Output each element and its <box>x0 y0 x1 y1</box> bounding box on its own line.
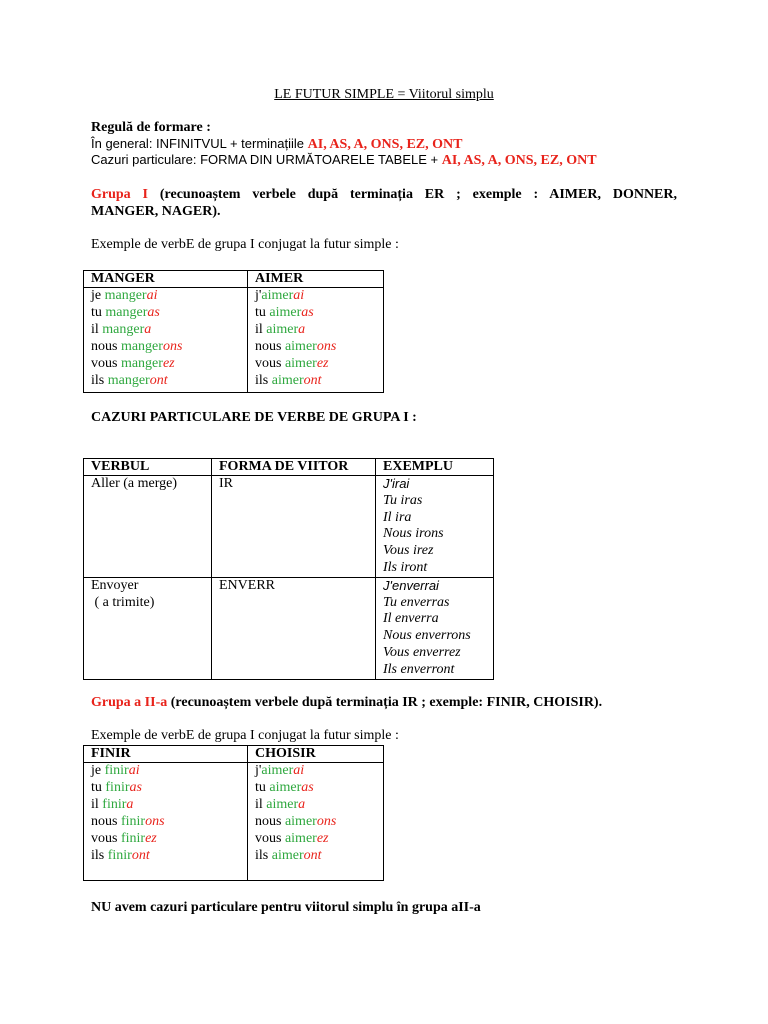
conjugation-line <box>91 763 247 780</box>
conjugation-line <box>91 373 247 390</box>
example-line: Nous irons <box>383 526 444 542</box>
conjugation-line <box>91 831 247 848</box>
table-row <box>84 577 494 679</box>
conjugation-line <box>91 356 247 373</box>
conjugation-line <box>91 848 247 865</box>
future-ending: as <box>129 779 142 795</box>
subject-pronoun: ils <box>255 847 272 863</box>
verb-stem: aimer <box>261 763 294 778</box>
future-ending: ont <box>303 372 322 388</box>
subject-pronoun: ils <box>255 372 272 388</box>
example-cell-aller <box>376 476 494 578</box>
subject-pronoun: vous <box>255 830 285 846</box>
group1-label: Grupa I <box>91 187 148 202</box>
conjugation-line <box>255 288 383 305</box>
verb-stem: aimer <box>284 813 317 829</box>
conjugation-line <box>255 373 383 390</box>
verb-stem: aimer <box>269 304 302 320</box>
column-header-choisir: CHOISIR <box>248 746 384 763</box>
verb-stem: manger <box>120 338 163 354</box>
conjugation-cell-finir <box>84 763 248 881</box>
subject-pronoun: tu <box>255 779 270 795</box>
rule-general-endings: AI, AS, A, ONS, EZ, ONT <box>307 137 463 152</box>
rule-particular-text: Cazuri particulare: FORMA DIN URMĂTOARELE TABELE + <box>91 152 442 167</box>
verb-stem: manger <box>105 304 148 320</box>
verb-stem: manger <box>102 321 145 337</box>
example-line: Il enverra <box>383 611 439 627</box>
future-ending: ez <box>145 830 157 846</box>
subject-pronoun: il <box>255 321 267 337</box>
rule-particular-line <box>91 151 597 169</box>
subject-pronoun: j' <box>255 288 262 303</box>
group1-conjugation-table <box>83 270 384 393</box>
conjugation-line <box>255 814 383 831</box>
conjugation-line <box>255 848 383 865</box>
conjugation-line <box>255 763 383 780</box>
group2-label: Grupa a II-a <box>91 695 168 710</box>
verb-line: ( a trimite) <box>91 594 155 610</box>
column-header-manger: MANGER <box>84 271 248 288</box>
conjugation-cell-manger <box>84 288 248 393</box>
conjugation-line <box>255 797 383 814</box>
table-row <box>84 288 384 393</box>
future-ending: ai <box>293 763 305 778</box>
verb-stem: aimer <box>284 338 317 354</box>
example-line: Tu iras <box>383 492 423 508</box>
verb-stem: manger <box>120 355 163 371</box>
page-title-text: LE FUTUR SIMPLE = Viitorul simplu <box>274 87 494 102</box>
example-line: Il ira <box>383 509 412 525</box>
future-ending: ons <box>162 338 183 354</box>
conjugation-line <box>255 831 383 848</box>
future-form-cell-aller: IR <box>212 476 376 578</box>
subject-pronoun: tu <box>91 779 106 795</box>
conjugation-cell-aimer <box>248 288 384 393</box>
subject-pronoun: ils <box>91 372 108 388</box>
conjugation-line <box>91 288 247 305</box>
subject-pronoun: nous <box>91 338 121 354</box>
conjugation-line <box>91 322 247 339</box>
verb-stem: aimer <box>269 779 302 795</box>
future-ending: ai <box>146 288 158 303</box>
future-ending: a <box>126 796 134 812</box>
verb-stem: aimer <box>271 847 304 863</box>
group1-heading-line1 <box>91 186 677 203</box>
special-cases-table <box>83 458 494 680</box>
group2-heading <box>91 694 602 711</box>
verb-stem: aimer <box>284 830 317 846</box>
group2-note: NU avem cazuri particulare pentru viitorul simplu în grupa aII-a <box>91 900 481 915</box>
subject-pronoun: il <box>91 796 103 812</box>
future-ending: ont <box>149 372 168 388</box>
subject-pronoun: je <box>91 763 105 778</box>
verb-stem: manger <box>107 372 150 388</box>
subject-pronoun: j' <box>255 763 262 778</box>
subject-pronoun: je <box>91 288 105 303</box>
subject-pronoun: vous <box>91 830 121 846</box>
future-ending: ai <box>128 763 140 778</box>
table-row <box>84 476 494 578</box>
group1-description-line1: (recunoaștem verbele după terminația ER ; exemple : AIMER, DONNER, <box>148 187 677 202</box>
verb-stem: aimer <box>271 372 304 388</box>
group1-description-line2: MANGER, NAGER). <box>91 204 221 219</box>
table-header-row <box>84 746 384 763</box>
column-header-finir: FINIR <box>84 746 248 763</box>
column-header-exemplu: EXEMPLU <box>376 459 494 476</box>
subject-pronoun: nous <box>255 338 285 354</box>
verb-stem: aimer <box>284 355 317 371</box>
example-line: Ils iront <box>383 559 428 575</box>
future-ending: ez <box>162 355 175 371</box>
subject-pronoun: tu <box>255 304 270 320</box>
conjugation-line <box>91 339 247 356</box>
future-ending: ez <box>316 355 329 371</box>
table-header-row <box>84 459 494 476</box>
table-row <box>84 763 384 881</box>
group2-description: (recunoaștem verbele după terminația IR ; exemple: FINIR, CHOISIR). <box>167 695 603 710</box>
future-ending: ons <box>316 813 337 829</box>
future-ending: a <box>298 321 306 337</box>
conjugation-line <box>255 305 383 322</box>
conjugation-line <box>91 814 247 831</box>
group2-examples-intro: Exemple de verbE de grupa I conjugat la futur simple : <box>91 728 399 743</box>
example-line: Ils enverront <box>383 661 455 677</box>
conjugation-line <box>255 339 383 356</box>
subject-pronoun: vous <box>91 355 121 371</box>
subject-pronoun: nous <box>91 813 121 829</box>
conjugation-line <box>255 780 383 797</box>
verb-stem: finir <box>120 830 146 846</box>
verb-stem: finir <box>107 847 132 863</box>
future-ending: as <box>301 779 314 795</box>
column-header-aimer: AIMER <box>248 271 384 288</box>
future-form-cell-envoyer: ENVERR <box>212 577 376 679</box>
example-line: J'enverrai <box>383 577 439 593</box>
future-ending: ons <box>316 338 337 354</box>
conjugation-line <box>91 780 247 797</box>
group2-conjugation-table <box>83 745 384 881</box>
rule-general-text: În general: INFINITVUL + terminațiile <box>91 136 308 151</box>
subject-pronoun: vous <box>255 355 285 371</box>
special-cases-heading: CAZURI PARTICULARE DE VERBE DE GRUPA I : <box>91 410 417 425</box>
subject-pronoun: tu <box>91 304 106 320</box>
future-ending: ez <box>316 830 329 846</box>
example-line: Vous irez <box>383 543 434 559</box>
rule-particular-endings: AI, AS, A, ONS, EZ, ONT <box>441 153 597 168</box>
column-header-forma-de-viitor: FORMA DE VIITOR <box>212 459 376 476</box>
verb-stem: finir <box>102 796 127 812</box>
group1-examples-intro: Exemple de verbE de grupa I conjugat la futur simple : <box>91 237 399 252</box>
conjugation-cell-choisir <box>248 763 384 881</box>
example-line: Vous enverrez <box>383 644 461 660</box>
verb-stem: manger <box>104 288 147 303</box>
column-header-verbul: VERBUL <box>84 459 212 476</box>
verb-stem: aimer <box>261 288 294 303</box>
verb-line: Envoyer <box>91 577 139 593</box>
future-ending: a <box>144 321 152 337</box>
verb-cell-aller <box>84 476 212 578</box>
subject-pronoun: il <box>255 796 267 812</box>
verb-cell-envoyer <box>84 577 212 679</box>
future-ending: ont <box>303 847 322 863</box>
verb-stem: aimer <box>266 796 299 812</box>
subject-pronoun: il <box>91 321 103 337</box>
conjugation-line <box>255 322 383 339</box>
conjugation-line <box>91 797 247 814</box>
verb-stem: aimer <box>266 321 299 337</box>
example-cell-envoyer <box>376 577 494 679</box>
rule-heading: Regulă de formare : <box>91 120 211 135</box>
verb-stem: finir <box>105 779 130 795</box>
verb-line: Aller (a merge) <box>91 476 178 491</box>
future-ending: ont <box>131 847 150 863</box>
example-line: Tu enverras <box>383 594 450 610</box>
subject-pronoun: ils <box>91 847 108 863</box>
verb-stem: finir <box>120 813 146 829</box>
table-header-row <box>84 271 384 288</box>
example-line: Nous enverrons <box>383 628 471 644</box>
conjugation-line <box>255 356 383 373</box>
conjugation-line <box>91 305 247 322</box>
page-title <box>0 86 768 103</box>
subject-pronoun: nous <box>255 813 285 829</box>
future-ending: as <box>147 304 160 320</box>
verb-stem: finir <box>104 763 129 778</box>
future-ending: as <box>301 304 314 320</box>
future-ending: ons <box>145 813 165 829</box>
future-ending: a <box>298 796 306 812</box>
future-ending: ai <box>293 288 305 303</box>
example-line: J'irai <box>383 476 410 491</box>
